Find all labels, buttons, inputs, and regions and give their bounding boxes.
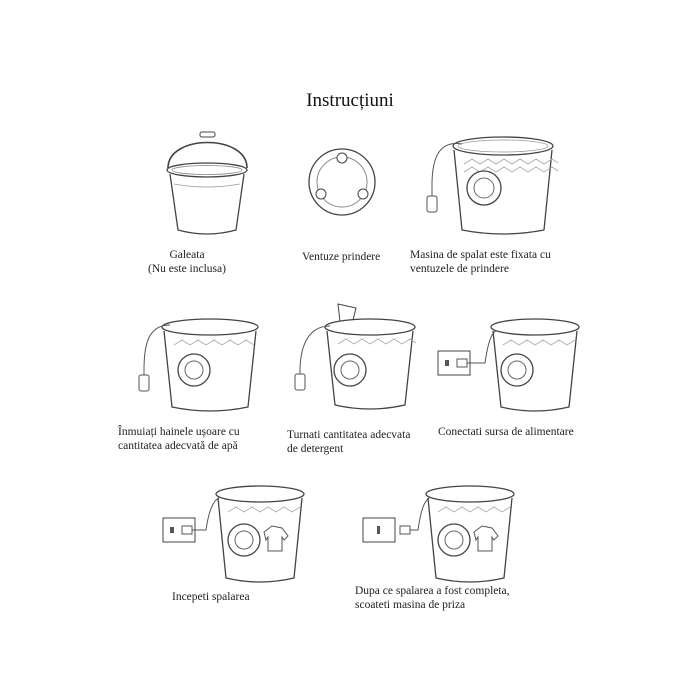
- page-title: Instrucțiuni: [306, 90, 394, 111]
- step-8-caption: Dupa ce spalarea a fost completa, scoateti masina de priza: [355, 585, 510, 611]
- step-4-caption: Înmuiați hainele ușoare cu cantitatea adecvată de apă: [118, 426, 240, 452]
- step-7-caption: Incepeti spalarea: [172, 591, 250, 603]
- pour-detergent-illustration: [290, 300, 420, 415]
- step-6-caption: Conectati sursa de alimentare: [438, 426, 574, 438]
- machine-in-bucket-illustration: [418, 130, 558, 240]
- soak-clothes-illustration: [130, 315, 260, 415]
- step-1-caption: Galeata (Nu este inclusa): [148, 249, 226, 275]
- step-5-caption: Turnati cantitatea adecvata de detergent: [287, 429, 411, 455]
- start-washing-illustration: [160, 478, 310, 588]
- suction-cup-ring-illustration: [305, 145, 380, 220]
- step-2-caption: Ventuze prindere: [302, 251, 381, 263]
- connect-power-illustration: [435, 315, 585, 415]
- unplug-illustration: [360, 478, 520, 588]
- step-3-caption: Masina de spalat este fixata cu ventuzele de prindere: [410, 249, 551, 275]
- bucket-illustration: [160, 128, 255, 240]
